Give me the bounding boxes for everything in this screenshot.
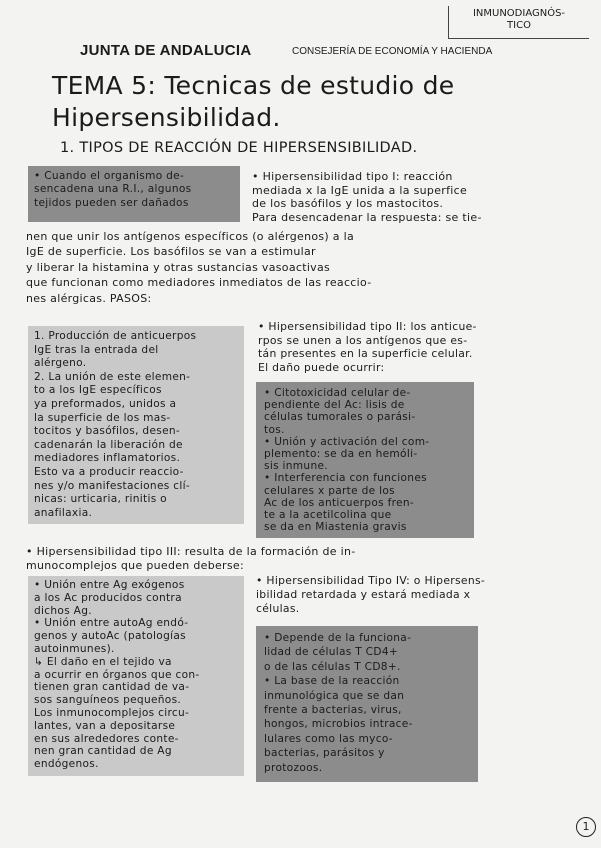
type2-line: • Hipersensibilidad tipo II: los anticue- xyxy=(258,320,477,333)
step-line: la superficie de los mas- xyxy=(34,411,171,424)
step-line: nicas: urticaria, rinitis o xyxy=(34,493,167,506)
type2-line: rpos se unen a los antígenos que es- xyxy=(258,333,468,347)
type3-box-line: autoinmunes). xyxy=(34,642,115,655)
step-line: cadenarán la liberación de xyxy=(34,438,183,451)
type2-box-line: células tumorales o parási- xyxy=(264,411,416,424)
type3-box-line: Los inmunocomplejos circu- xyxy=(34,706,190,719)
step-line: to a los IgE específicos xyxy=(34,384,162,397)
page-title xyxy=(52,70,582,134)
type1-line: de los basófilos y los mastocitos. xyxy=(252,197,444,211)
intro-line: • Cuando el organismo de- xyxy=(34,170,185,182)
type3-box-line: tienen gran cantidad de va- xyxy=(34,681,190,694)
type1-body xyxy=(26,229,596,306)
type4-box-line: protozoos. xyxy=(264,761,323,774)
subject-tag-line-1: INMUNODIAGNÓS- xyxy=(472,8,566,19)
type1-line: nen que unir los antígenos específicos (o alérgenos) a la xyxy=(26,230,355,243)
type3-box-line: dichos Ag. xyxy=(34,604,92,617)
type2-box-line: celulares x parte de los xyxy=(264,484,395,497)
type4-line: • Hipersensibilidad Tipo IV: o Hipersens- xyxy=(256,574,486,587)
type4-box-line: hongos, microbios intrace- xyxy=(264,718,413,731)
type2-box-line: te a la acetilcolina que xyxy=(264,509,392,522)
organization-name: JUNTA DE ANDALUCIA xyxy=(80,42,252,59)
type2-box xyxy=(256,382,474,538)
intro-line: tejidos pueden ser dañados xyxy=(34,196,189,209)
type3-box-line: a los Ac producidos contra xyxy=(34,591,182,604)
type2-box-line: pendiente del Ac: lisis de xyxy=(264,399,405,412)
type4-box-line: o de las células T CD8+. xyxy=(264,660,401,673)
type2-box-line: • Interferencia con funciones xyxy=(264,472,427,485)
type4-box xyxy=(256,626,478,782)
type1-line: • Hipersensibilidad tipo I: reacción xyxy=(252,170,453,183)
title-line-2: Hipersensibilidad. xyxy=(52,103,281,132)
type4-box-line: • Depende de la funciona- xyxy=(264,632,412,644)
type1-line: y liberar la histamina y otras sustancias vasoactivas xyxy=(26,260,331,274)
type4-line: células. xyxy=(256,602,300,615)
type4-box-line: bacterias, parásitos y xyxy=(264,747,385,760)
step-line: alérgeno. xyxy=(34,357,87,370)
type1-heading-block xyxy=(252,170,597,224)
type2-box-line: se da en Miastenia gravis xyxy=(264,521,407,534)
type3-box-line: sos sanguíneos pequeños. xyxy=(34,694,182,707)
type3-box-line: • Unión entre autoAg endó- xyxy=(34,617,189,630)
type1-line: Para desencadenar la respuesta: se tie- xyxy=(252,210,482,224)
type1-steps-box xyxy=(28,326,244,524)
type3-box-line: nen gran cantidad de Ag xyxy=(34,745,172,758)
type3-line: • Hipersensibilidad tipo III: resulta de la formación de in- xyxy=(26,545,356,558)
type4-box-line: inmunológica que se dan xyxy=(264,689,405,702)
type4-box-line: • La base de la reacción xyxy=(264,675,400,688)
type3-box-line: genos y autoAc (patologías xyxy=(34,630,186,643)
step-line: Esto va a producir reaccio- xyxy=(34,465,184,478)
type4-box-line: lulares como las myco- xyxy=(264,732,393,745)
type1-line: que funcionan como mediadores inmediatos de las reaccio- xyxy=(26,276,372,290)
section-heading: 1. TIPOS DE REACCIÓN DE HIPERSENSIBILIDAD. xyxy=(60,140,418,156)
subject-tag xyxy=(448,6,589,39)
step-line: 1. Producción de anticuerpos xyxy=(34,330,197,342)
intro-box xyxy=(28,166,240,222)
type1-line: IgE de superficie. Los basófilos se van a estimular xyxy=(26,245,316,259)
type2-box-line: sis inmune. xyxy=(264,460,328,473)
intro-line: sencadena una R.I., algunos xyxy=(34,183,192,196)
type2-box-line: plemento: se da en hemóli- xyxy=(264,448,418,461)
type2-heading-block xyxy=(258,320,598,374)
type3-box-line: endógenos. xyxy=(34,758,99,771)
step-line: 2. La unión de este elemen- xyxy=(34,370,191,383)
type3-box-line: ↳ El daño en el tejido va xyxy=(34,655,172,668)
type3-heading-block xyxy=(26,545,598,573)
type2-box-line: • Citotoxicidad celular de- xyxy=(264,387,411,399)
title-line-1: TEMA 5: Tecnicas de estudio de xyxy=(52,71,455,100)
type4-box-line: lidad de células T CD4+ xyxy=(264,646,399,659)
type3-box-line: a ocurrir en órganos que con- xyxy=(34,668,200,681)
type4-heading-block xyxy=(256,574,598,616)
type2-line: tán presentes en la superficie celular. xyxy=(258,347,473,361)
step-line: anafilaxia. xyxy=(34,506,93,519)
type3-line: munocomplejos que pueden deberse: xyxy=(26,559,244,572)
type1-line: mediada x la IgE unida a la superfice xyxy=(252,183,468,197)
type2-box-line: • Unión y activación del com- xyxy=(264,435,430,448)
type3-box xyxy=(28,576,244,776)
department-name: CONSEJERÍA DE ECONOMÍA Y HACIENDA xyxy=(292,46,493,57)
type4-line: ibilidad retardada y estará mediada x xyxy=(256,588,471,601)
type2-line: El daño puede ocurrir: xyxy=(258,360,385,374)
step-line: nes y/o manifestaciones clí- xyxy=(34,479,190,492)
type3-box-line: • Unión entre Ag exógenos xyxy=(34,579,185,591)
type1-line: nes alérgicas. PASOS: xyxy=(26,291,152,305)
type2-box-line: tos. xyxy=(264,423,285,436)
type3-box-line: lantes, van a depositarse xyxy=(34,719,176,732)
step-line: tocitos y basófilos, desen- xyxy=(34,425,181,438)
step-line: mediadores inflamatorios. xyxy=(34,452,181,465)
page-number: 1 xyxy=(576,817,596,837)
type4-box-line: frente a bacterias, virus, xyxy=(264,704,402,717)
subject-tag-line-2: TICO xyxy=(507,20,531,31)
step-line: ya preformados, unidos a xyxy=(34,397,177,410)
type2-box-line: Ac de los anticuerpos fren- xyxy=(264,496,414,509)
type3-box-line: en sus alrededores conte- xyxy=(34,732,179,745)
step-line: IgE tras la entrada del xyxy=(34,343,159,356)
